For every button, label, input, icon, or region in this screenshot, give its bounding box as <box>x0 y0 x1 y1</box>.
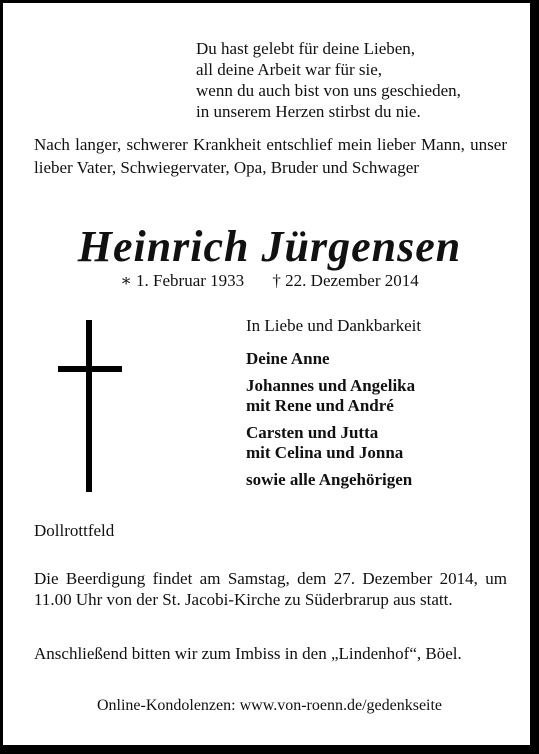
mourner-group <box>246 423 516 463</box>
cross-vertical-bar <box>86 320 92 492</box>
mourners-block <box>246 315 516 497</box>
mourner-group <box>246 470 516 490</box>
mourner-line: mit Celina und Jonna <box>246 443 404 462</box>
intro-text: Nach langer, schwerer Krankheit entschlief mein lieber Mann, unser lieber Vater, Schwiegervater, Opa, Bruder und Schwager <box>34 135 507 177</box>
birth-date: ∗ 1. Februar 1933 <box>120 271 245 290</box>
poem-line: all deine Arbeit war für sie, <box>196 60 382 79</box>
mourner-line: sowie alle Angehörigen <box>246 470 413 489</box>
deceased-name: Heinrich Jürgensen <box>77 222 462 271</box>
place-name: Dollrottfeld <box>34 521 115 540</box>
mourners-heading: In Liebe und Dankbarkeit <box>246 316 422 335</box>
mourner-group <box>246 376 516 416</box>
mourner-line: Carsten und Jutta <box>246 423 379 442</box>
online-condolences: Online-Kondolenzen: www.von-roenn.de/gedenkseite <box>96 697 443 714</box>
reception-info: Anschließend bitten wir zum Imbiss in den „Lindenhof“, Böel. <box>34 644 462 663</box>
poem-line: Du hast gelebt für deine Lieben, <box>196 39 416 58</box>
poem-line: in unserem Herzen stirbst du nie. <box>196 102 421 121</box>
poem <box>196 38 516 122</box>
mourner-group <box>246 349 516 369</box>
funeral-info: Die Beerdigung findet am Samstag, dem 27. Dezember 2014, um 11.00 Uhr von der St. Jacobi-Kirche zu Süderbrarup aus statt. <box>34 569 507 609</box>
mourner-line: Deine Anne <box>246 349 330 368</box>
poem-line: wenn du auch bist von uns geschieden, <box>196 81 461 100</box>
mourner-line: Johannes und Angelika <box>246 376 416 395</box>
life-dates <box>0 270 539 292</box>
mourner-line: mit Rene und André <box>246 396 394 415</box>
cross-horizontal-bar <box>58 366 122 372</box>
death-date: † 22. Dezember 2014 <box>272 271 419 290</box>
